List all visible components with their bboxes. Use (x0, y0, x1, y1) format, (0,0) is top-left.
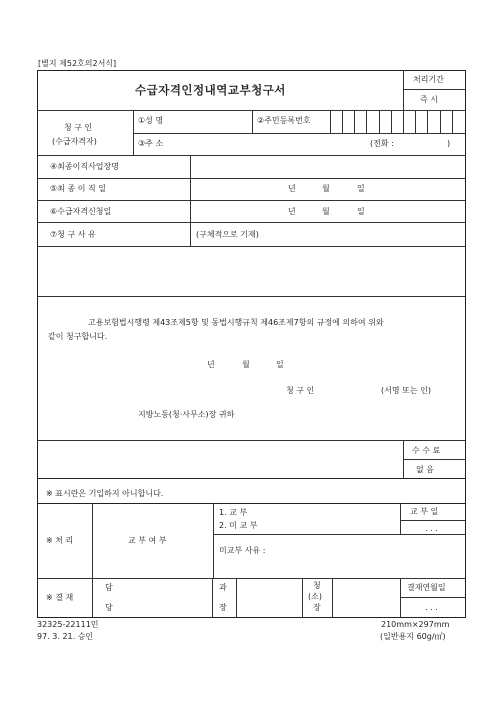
last-employer-label: ④최종이직사업장명 (50, 162, 119, 171)
approval-cheong: 청 (313, 581, 321, 590)
apply-date-day: 일 (357, 207, 365, 216)
notice-text: ※ 표시란은 기입하지 아니합니다. (46, 489, 164, 498)
statement-line-2: 같이 청구합니다. (48, 332, 108, 341)
form-code: 32325-22111민 (37, 620, 99, 629)
statement-date-month: 월 (242, 360, 250, 369)
leave-date-year: 년 (288, 184, 296, 193)
phone-label: (전화 : (370, 139, 394, 148)
applicant-sub-label: (수급자격자) (52, 137, 97, 146)
form-title: 수급자격인정내역교부청구서 (135, 83, 286, 97)
addressee: 지방노동(청·사무소)장 귀하 (138, 410, 235, 419)
signer-label: 청 구 인 (286, 386, 315, 395)
statement-line-1: 고용보험법시행령 제43조제5항 및 동법시행규칙 제46조제7항의 규정에 의하여 위와 (88, 318, 384, 327)
name-label: ①성 명 (138, 116, 164, 125)
issue-option-2: 2. 미 교 부 (219, 521, 258, 530)
issue-date-label: 교 부 일 (410, 507, 439, 516)
approval-cheong-jang: 장 (313, 603, 321, 612)
approval-label: ※ 결 재 (46, 593, 74, 602)
approval-gwa: 과 (219, 583, 227, 592)
processing-period-value: 즉 시 (420, 95, 438, 104)
paper-type: (일반용지 60g/㎡) (380, 632, 446, 641)
phone-close: ) (447, 139, 451, 148)
issue-option-1: 1. 교 부 (219, 508, 248, 517)
approval-date: 97. 3. 21. 승인 (37, 632, 94, 641)
apply-date-year: 년 (288, 207, 296, 216)
address-label: ③주 소 (138, 139, 164, 148)
rrn-label: ②주민등록번호 (257, 116, 311, 125)
non-issue-reason-label: 미교부 사유 : (219, 546, 266, 555)
statement-date-day: 일 (276, 360, 284, 369)
approval-date-label: 결재연월일 (407, 583, 446, 592)
approval-date-dots: . . . (425, 603, 438, 612)
paper-size: 210mm×297mm (381, 620, 450, 629)
fee-value: 없 음 (416, 465, 434, 474)
last-leave-date-label: ⑤최 종 이 직 일 (50, 184, 106, 193)
statement-date-year: 년 (207, 360, 215, 369)
approval-gwa-jang: 장 (219, 603, 227, 612)
processing-label: ※ 처 리 (46, 536, 74, 545)
approval-so: (소) (308, 592, 322, 601)
form-reference: [별지 제52호의2서식] (38, 59, 117, 68)
fee-label: 수 수 료 (412, 446, 441, 455)
issue-status-label: 교 부 여 부 (128, 536, 167, 545)
issue-date-dots: . . . (425, 524, 438, 533)
leave-date-day: 일 (357, 184, 365, 193)
approval-dang: 당 (105, 603, 113, 612)
apply-date-month: 월 (322, 207, 330, 216)
apply-date-label: ⑥수급자격신청일 (50, 207, 112, 216)
processing-period-label: 처리기간 (413, 75, 444, 84)
leave-date-month: 월 (322, 184, 330, 193)
applicant-label: 청 구 인 (64, 123, 93, 132)
reason-label: ⑦청 구 사 유 (50, 230, 96, 239)
approval-dam: 담 (105, 583, 113, 592)
sign-note: (서명 또는 인) (381, 386, 431, 395)
reason-hint: (구체적으로 기재) (196, 230, 259, 239)
